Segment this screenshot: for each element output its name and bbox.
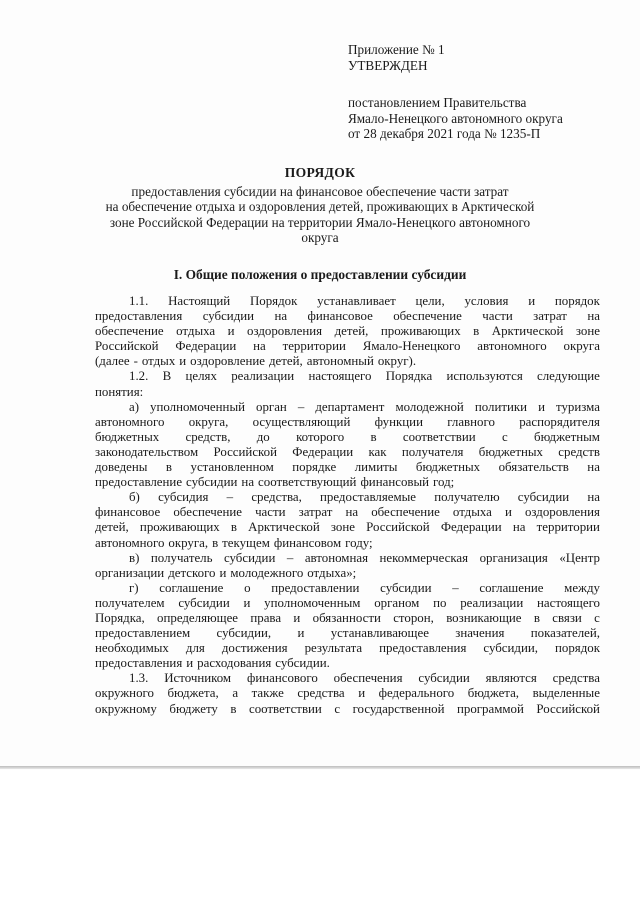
- body-line: автономного округа, в текущем финансовом году;: [95, 535, 373, 550]
- section-heading: I. Общие положения о предоставлении субсидии: [173, 267, 467, 282]
- body-text: [95, 294, 600, 717]
- body-line: предоставление субсидии на соответствующий финансовый год;: [95, 475, 455, 490]
- body-line: (далее - отдых и оздоровление детей, автономный округ).: [95, 354, 417, 369]
- body-line: законодательством Российской Федерации как получателя бюджетных средств: [95, 444, 600, 459]
- body-line: окружному бюджету в соответствии с государственной программой Российской: [95, 701, 600, 716]
- document-title: ПОРЯДОК: [284, 165, 356, 180]
- body-line: детей, проживающих в Арктической зоне Российской Федерации на территории: [95, 520, 600, 535]
- body-line: обеспечение отдыха и оздоровления детей, проживающих в Арктической зоне: [95, 324, 600, 339]
- approval-authority-line-1: постановлением Правительства: [348, 95, 527, 110]
- approval-authority-line-2: Ямало-Ненецкого автономного округа: [348, 110, 563, 126]
- document-subtitle-line: предоставления субсидии на финансовое обеспечение части затрат: [131, 183, 509, 199]
- spacer: [348, 73, 618, 95]
- body-line: Порядка, определяющее права и обязанности сторон, возникающие в связи с: [95, 610, 600, 625]
- body-line: 1.3. Источником финансового обеспечения субсидии являются средства: [129, 671, 600, 686]
- approval-stamp-block: [348, 42, 618, 142]
- approval-date-number: от 28 декабря 2021 года № 1235-П: [348, 126, 541, 141]
- body-line: предоставлением субсидии, и устанавливающее значения показателей,: [95, 626, 600, 641]
- body-line: а) уполномоченный орган – департамент молодежной политики и туризма: [129, 399, 600, 414]
- approved-label: УТВЕРЖДЕН: [348, 57, 428, 73]
- body-line: доведены в установленном порядке лимиты бюджетных обязательств на: [95, 460, 600, 475]
- body-line: предоставления и расходования субсидии.: [95, 656, 330, 671]
- body-line: в) получатель субсидии – автономная некоммерческая организация «Центр: [129, 550, 600, 565]
- body-line: б) субсидия – средства, предоставляемые получателю субсидии на: [129, 490, 600, 505]
- body-line: автономного округа, осуществляющий функции главного распорядителя: [95, 414, 600, 429]
- document-subtitle-line: округа: [301, 230, 339, 245]
- body-line: получателем субсидии и уполномоченным органом по реализации настоящего: [95, 595, 600, 610]
- body-line: бюджетных средств, до которого в соответствии с бюджетным: [95, 429, 600, 444]
- body-line: финансовое обеспечение части затрат на обеспечение отдыха и оздоровления: [95, 505, 600, 520]
- body-line: понятия:: [95, 384, 144, 399]
- body-line: необходимых для достижения результата предоставления субсидии, порядок: [95, 641, 600, 656]
- page-bottom-edge: [0, 766, 640, 769]
- document-subtitle-line: на обеспечение отдыха и оздоровления детей, проживающих в Арктической: [105, 199, 535, 214]
- document-subtitle-line: зоне Российской Федерации на территории Ямало-Ненецкого автономного: [109, 214, 531, 230]
- body-line: г) соглашение о предоставлении субсидии – соглашение между: [129, 580, 600, 595]
- document-title-block: [60, 165, 580, 246]
- body-line: организации детского и молодежного отдыха»;: [95, 565, 357, 580]
- body-line: 1.2. В целях реализации настоящего Порядка используются следующие: [129, 369, 600, 384]
- body-line: 1.1. Настоящий Порядок устанавливает цели, условия и порядок: [129, 294, 600, 308]
- body-line: предоставления субсидии на финансовое обеспечение части затрат на: [95, 309, 600, 324]
- body-line: Российской Федерации на территории Ямало-Ненецкого автономного округа: [95, 339, 600, 354]
- annex-number: Приложение № 1: [348, 42, 445, 57]
- body-line: окружного бюджета, а также средства и федерального бюджета, выделенные: [95, 686, 600, 701]
